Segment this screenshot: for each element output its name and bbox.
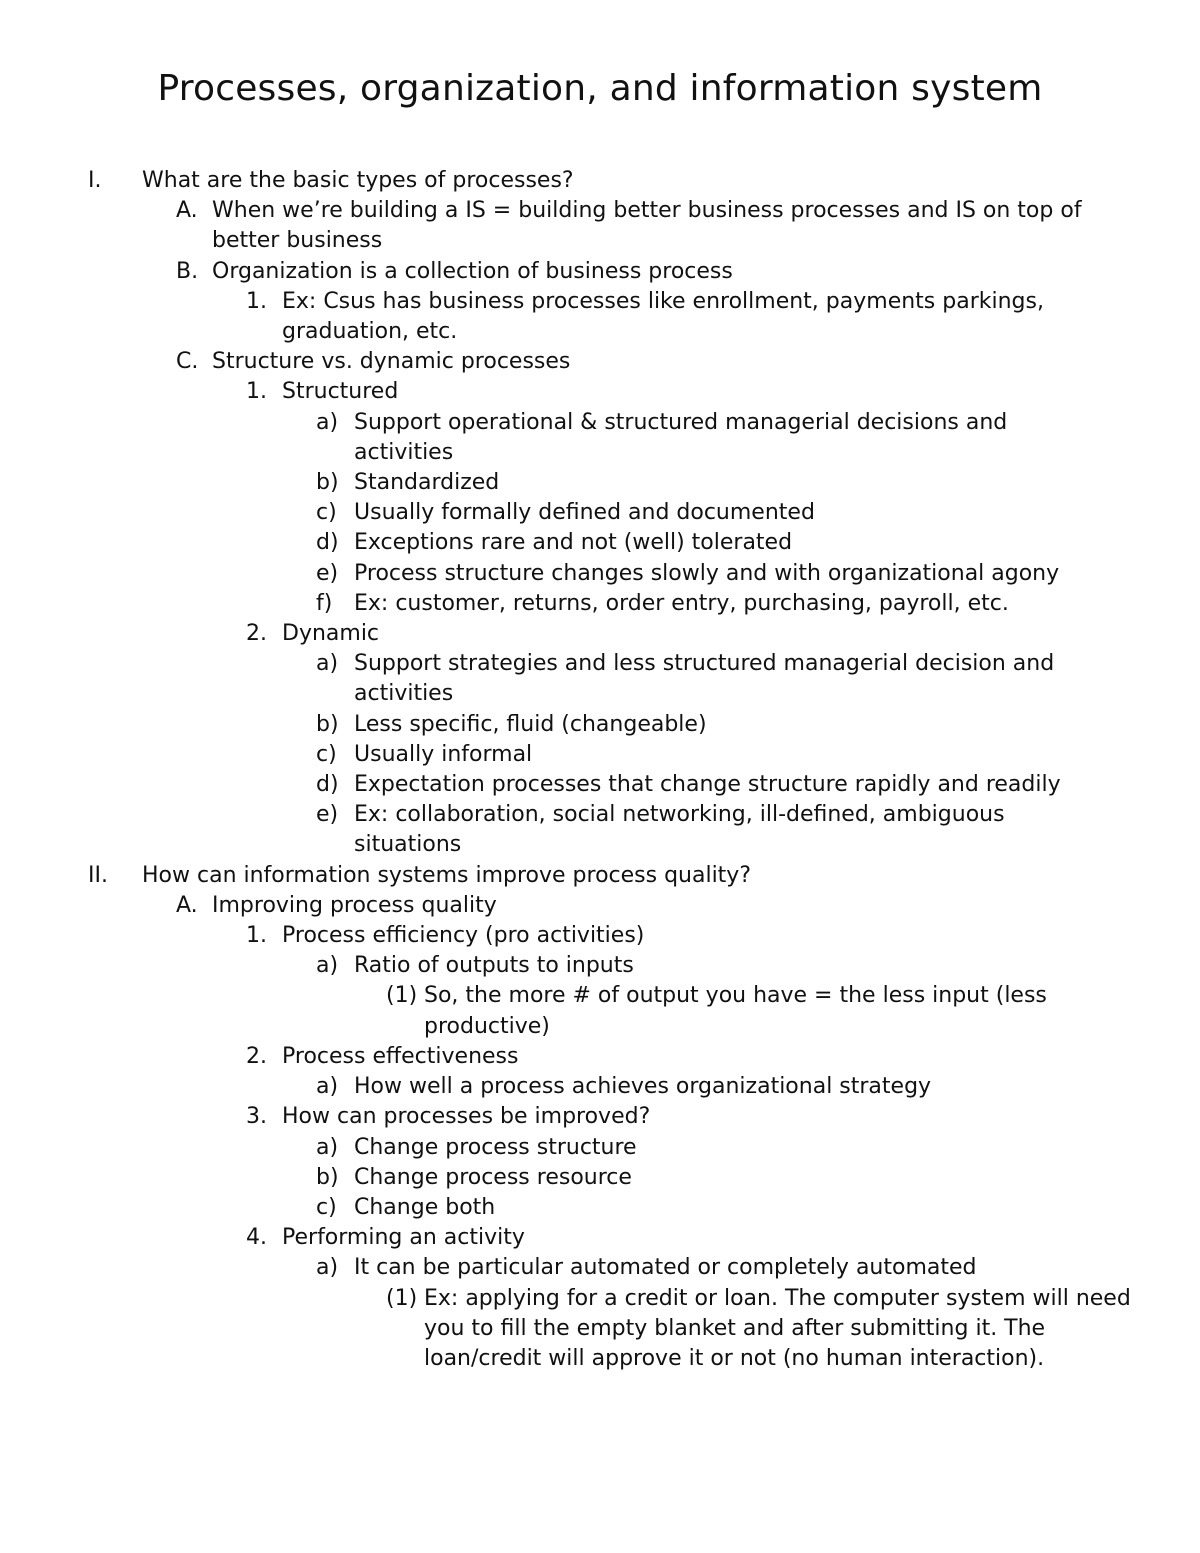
outline-marker: (1) xyxy=(386,983,418,1009)
page-title: Processes, organization, and information system xyxy=(157,68,1043,109)
outline-item-level-4 xyxy=(0,498,1200,528)
outline-item-level-3 xyxy=(0,1042,1200,1072)
outline-item-level-2 xyxy=(0,347,1200,377)
outline-marker: C. xyxy=(176,349,199,375)
outline-text: So, the more # of output you have = the less input (less productive) xyxy=(424,983,1047,1039)
outline-marker: 2. xyxy=(246,621,267,647)
outline-marker: 1. xyxy=(246,379,267,405)
outline-marker: c) xyxy=(316,500,337,526)
outline-item-level-4 xyxy=(0,1072,1200,1102)
outline-item-level-3 xyxy=(0,1102,1200,1132)
outline-text: When we’re building a IS = building better business processes and IS on top of better business xyxy=(212,198,1082,254)
outline-marker: (1) xyxy=(386,1285,418,1311)
outline-item-level-3 xyxy=(0,287,1200,347)
outline-marker: a) xyxy=(316,409,339,435)
outline-text: How can information systems improve process quality? xyxy=(142,862,752,888)
outline-text: Ex: collaboration, social networking, ill-defined, ambiguous situations xyxy=(354,802,1005,858)
outline-item-level-4 xyxy=(0,1193,1200,1223)
outline-marker: e) xyxy=(316,802,339,828)
outline-item-level-4 xyxy=(0,1163,1200,1193)
outline-text: It can be particular automated or completely automated xyxy=(354,1255,977,1281)
outline-marker: d) xyxy=(316,772,339,798)
outline-text: Ex: Csus has business processes like enrollment, payments parkings, graduation, etc. xyxy=(282,288,1044,345)
outline-item-level-4 xyxy=(0,528,1200,558)
outline-text: Ex: applying for a credit or loan. The computer system will need you to fill the empty blanket and after submitting it. The loan/credit will approve it or not (no human interaction). xyxy=(424,1285,1131,1371)
outline-text: Change process structure xyxy=(354,1134,637,1160)
outline-marker: b) xyxy=(316,470,339,496)
outline-marker: a) xyxy=(316,1134,339,1160)
outline-list xyxy=(0,166,1200,1374)
outline-item-level-2 xyxy=(0,196,1200,256)
outline-item-level-1 xyxy=(0,861,1200,891)
outline-item-level-2 xyxy=(0,257,1200,287)
outline-marker: b) xyxy=(316,711,339,737)
outline-text: Expectation processes that change structure rapidly and readily xyxy=(354,772,1061,798)
outline-marker: a) xyxy=(316,651,339,677)
outline-item-level-4 xyxy=(0,951,1200,981)
outline-text: Organization is a collection of business process xyxy=(212,258,733,284)
outline-item-level-3 xyxy=(0,921,1200,951)
outline-item-level-4 xyxy=(0,1133,1200,1163)
outline-marker: I. xyxy=(88,168,102,193)
outline-text: Change both xyxy=(354,1194,496,1220)
outline-marker: a) xyxy=(316,1255,339,1281)
outline-item-level-4 xyxy=(0,559,1200,589)
outline-marker: a) xyxy=(316,1074,339,1100)
outline-text: Process structure changes slowly and with organizational agony xyxy=(354,560,1060,586)
outline-item-level-3 xyxy=(0,377,1200,407)
outline-item-level-4 xyxy=(0,1253,1200,1283)
outline-text: Structure vs. dynamic processes xyxy=(212,349,571,375)
outline-item-level-5 xyxy=(0,1284,1200,1375)
outline-text: Process efficiency (pro activities) xyxy=(282,923,645,949)
outline-text: Structured xyxy=(282,379,399,405)
outline-text: Ratio of outputs to inputs xyxy=(354,953,634,979)
outline-text: Standardized xyxy=(354,470,500,496)
outline-text: Process effectiveness xyxy=(282,1043,519,1069)
outline-item-level-4 xyxy=(0,408,1200,468)
outline-text: Performing an activity xyxy=(282,1225,525,1251)
outline-item-level-4 xyxy=(0,800,1200,860)
outline-marker: d) xyxy=(316,530,339,556)
outline-marker: A. xyxy=(176,892,198,918)
outline-item-level-4 xyxy=(0,740,1200,770)
outline-marker: c) xyxy=(316,741,337,767)
outline-text: How well a process achieves organizational strategy xyxy=(354,1074,932,1100)
outline-marker: 1. xyxy=(246,288,267,314)
outline-text: Less specific, fluid (changeable) xyxy=(354,711,707,737)
outline-marker: b) xyxy=(316,1164,339,1190)
outline-item-level-3 xyxy=(0,1223,1200,1253)
outline-text: Exceptions rare and not (well) tolerated xyxy=(354,530,793,556)
outline-item-level-2 xyxy=(0,891,1200,921)
outline-item-level-4 xyxy=(0,710,1200,740)
outline-item-level-4 xyxy=(0,468,1200,498)
outline-marker: f) xyxy=(316,590,333,616)
outline-item-level-4 xyxy=(0,770,1200,800)
outline-marker: 4. xyxy=(246,1225,267,1251)
outline-marker: 3. xyxy=(246,1104,267,1130)
outline-item-level-1 xyxy=(0,166,1200,196)
outline-marker: e) xyxy=(316,560,339,586)
outline-marker: 2. xyxy=(246,1043,267,1069)
outline-text: Usually formally defined and documented xyxy=(354,500,815,526)
outline-text: Ex: customer, returns, order entry, purchasing, payroll, etc. xyxy=(354,590,1009,616)
outline-text: What are the basic types of processes? xyxy=(142,168,574,193)
outline-item-level-5 xyxy=(0,981,1200,1041)
outline-item-level-3 xyxy=(0,619,1200,649)
outline-marker: a) xyxy=(316,953,339,979)
outline-text: Usually informal xyxy=(354,741,533,767)
outline-marker: A. xyxy=(176,198,198,224)
outline-marker: 1. xyxy=(246,923,267,949)
outline-marker: II. xyxy=(88,862,108,888)
outline-text: Improving process quality xyxy=(212,892,497,918)
outline-text: Dynamic xyxy=(282,621,380,647)
outline-marker: B. xyxy=(176,258,199,284)
outline-item-level-4 xyxy=(0,649,1200,709)
outline-marker: c) xyxy=(316,1194,337,1220)
outline-text: Support strategies and less structured managerial decision and activities xyxy=(354,651,1055,707)
outline-text: How can processes be improved? xyxy=(282,1104,651,1130)
outline-text: Change process resource xyxy=(354,1164,632,1190)
outline-text: Support operational & structured managerial decisions and activities xyxy=(354,409,1008,465)
outline-item-level-4 xyxy=(0,589,1200,619)
